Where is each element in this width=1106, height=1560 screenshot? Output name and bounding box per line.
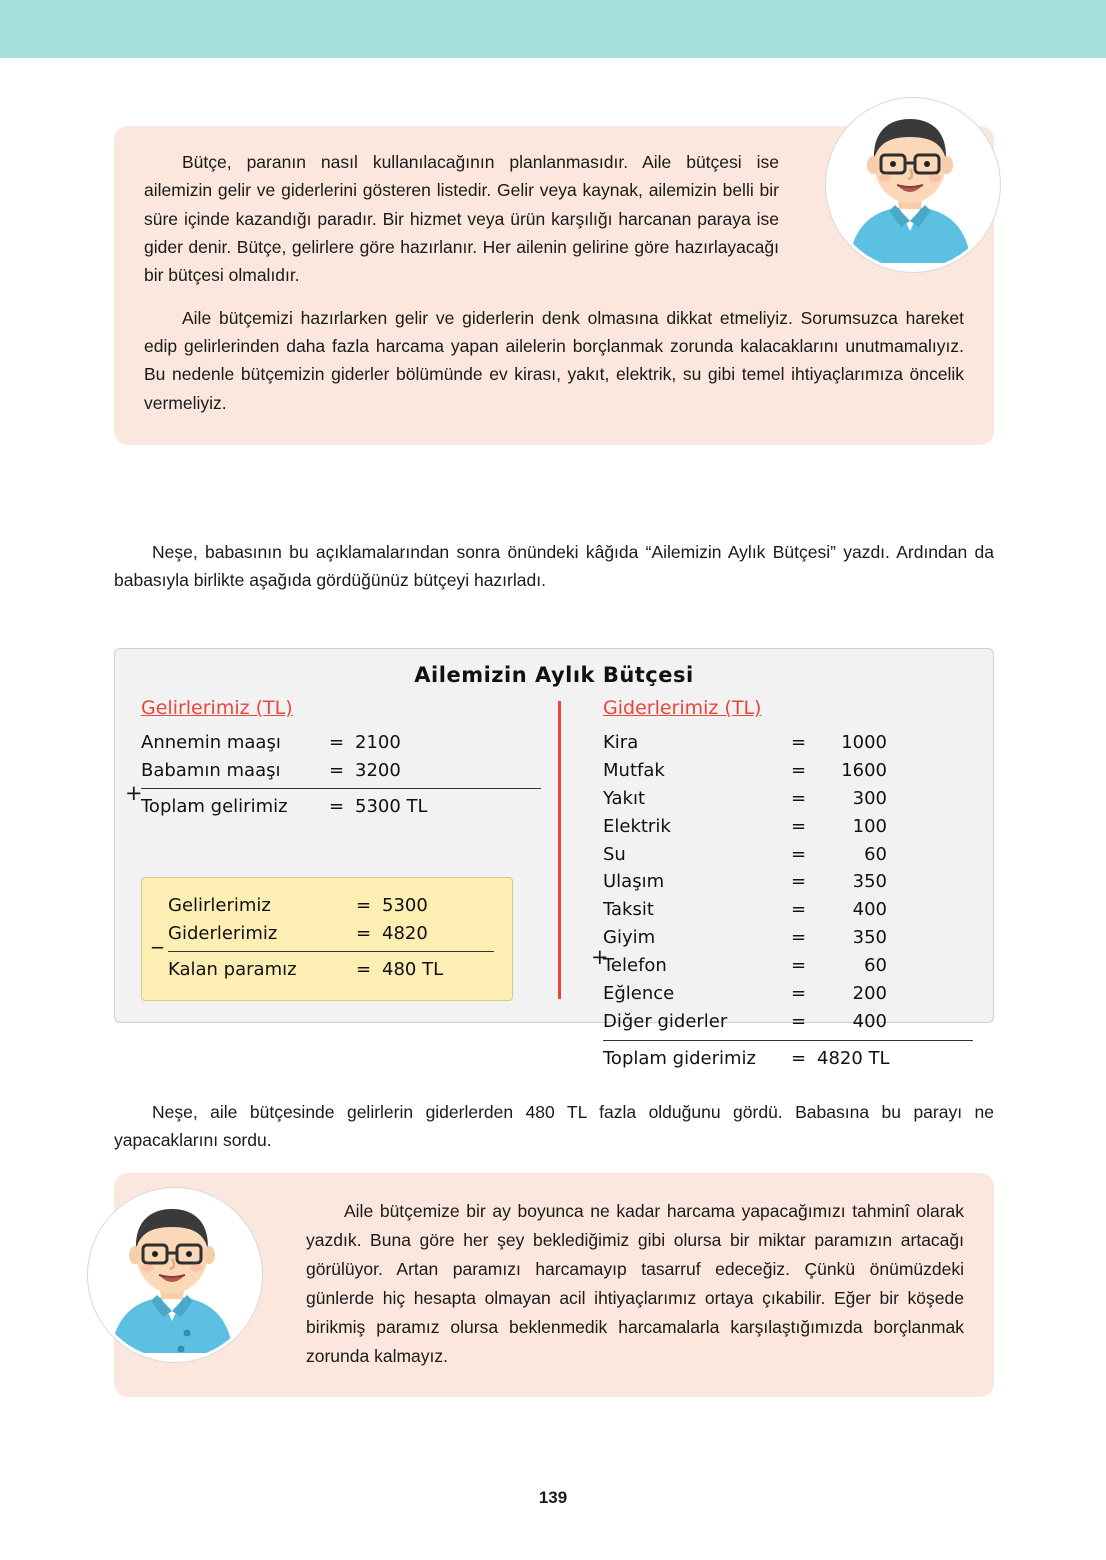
expense-row-value: 200	[852, 983, 887, 1005]
income-row-value: 3200	[355, 759, 401, 781]
intro-paragraph-2: Aile bütçemizi hazırlarken gelir ve giderlerin denk olmasına dikkat etmeliyiz. Sorumsuzca hareket edip gelirlerinden daha fazla harcama yapan ailelerin borçlanmak zorunda kalacaklarını unutmamalıyız. Bu nedenle bütçemizin giderler bölümünde ev kirası, yakıt, elektrik, su gibi temel ihtiyaçlarımıza öncelik vermeliyiz.	[144, 307, 964, 413]
summary-row-eq: =	[356, 895, 372, 916]
expense-row-label: Taksit	[603, 899, 654, 921]
expense-row-label: Elektrik	[603, 815, 671, 837]
income-row	[141, 757, 541, 785]
summary-row-value: 4820	[382, 922, 428, 944]
expense-row	[603, 980, 973, 1008]
paragraph-after-table: Neşe, aile bütçesinde gelirlerin giderlerden 480 TL fazla olduğunu gördü. Babasına bu parayı ne yapacaklarını sordu.	[114, 1102, 994, 1151]
expense-row-eq: =	[791, 759, 807, 781]
top-decorative-band	[0, 0, 1106, 58]
expense-row	[603, 841, 973, 869]
income-row-eq: =	[329, 759, 345, 781]
expense-row-eq: =	[791, 843, 807, 865]
expenses-heading: Giderlerimiz (TL)	[603, 697, 762, 719]
expense-row	[603, 924, 973, 952]
summary-total-value: 480 TL	[382, 958, 444, 980]
father-avatar-top	[826, 98, 1000, 272]
summary-total-eq: =	[356, 958, 372, 980]
expense-row-label: Telefon	[603, 955, 667, 977]
expense-row-label: Yakıt	[603, 787, 646, 809]
budget-title: Ailemizin Aylık Bütçesi	[414, 663, 694, 687]
expense-row	[603, 785, 973, 813]
paragraph-before-table: Neşe, babasının bu açıklamalarından sonra önündeki kâğıda “Ailemizin Aylık Bütçesi” yazdı. Ardından da babasıyla birlikte aşağıda gördüğünüz bütçeyi hazırladı.	[114, 542, 994, 591]
expense-row	[603, 868, 973, 896]
expense-row-value: 100	[852, 815, 887, 837]
summary-minus-sign: _	[152, 924, 163, 949]
income-column	[125, 697, 541, 821]
expense-row	[603, 952, 973, 980]
expense-row-value: 1000	[841, 732, 887, 753]
summary-row-label: Gelirlerimiz	[168, 895, 271, 916]
expense-row-value: 300	[852, 787, 887, 809]
income-sum-rule	[141, 788, 541, 789]
expense-row-label: Mutfak	[603, 759, 665, 781]
expense-row-value: 60	[864, 843, 887, 865]
bottom-paragraph: Aile bütçemize bir ay boyunca ne kadar harcama yapacağımızı tahminî olarak yazdık. Buna göre her şey beklediğimiz gibi olursa bir miktar paramızın artacağı görülüyor. Artan paramızı harcamayıp tasarruf edeceğiz. Çünkü önümüzdeki günlerde hiç hesapta olmayan acil ihtiyaçlarımız ortaya çıkabilir. Eğer bir köşede birikmiş paramız olursa beklenmedik harcamalarla karşılaştığımızda borçlanmak zorunda kalmayız.	[306, 1201, 964, 1367]
summary-total-row	[168, 956, 494, 984]
father-illustration-icon	[91, 1191, 253, 1353]
balance-summary-box	[141, 877, 513, 1001]
income-row-label: Babamın maaşı	[141, 759, 281, 781]
expense-row-value: 350	[852, 927, 887, 949]
expense-row-label: Eğlence	[603, 983, 675, 1005]
expense-row-eq: =	[791, 955, 807, 977]
expense-row-eq: =	[791, 815, 807, 837]
expense-row	[603, 729, 973, 757]
expense-row-label: Ulaşım	[603, 871, 665, 893]
expense-row	[603, 757, 973, 785]
income-row-value: 2100	[355, 732, 401, 753]
expense-row-eq: =	[791, 983, 807, 1005]
expenses-total-label: Toplam giderimiz	[603, 1047, 756, 1069]
summary-row-eq: =	[356, 922, 372, 944]
summary-row	[168, 892, 494, 920]
expense-row	[603, 896, 973, 924]
income-total-label: Toplam gelirimiz	[141, 795, 288, 817]
page-number: 139	[538, 1488, 568, 1507]
expense-row-value: 1600	[841, 759, 887, 781]
expense-row-eq: =	[791, 1010, 807, 1032]
budget-table	[114, 648, 994, 1069]
expense-row-eq: =	[791, 787, 807, 809]
expenses-plus-sign: +	[591, 945, 609, 969]
income-row	[141, 729, 541, 757]
income-rows	[125, 729, 541, 821]
expense-row-label: Diğer giderler	[603, 1010, 728, 1032]
expense-row-label: Giyim	[603, 927, 656, 949]
expense-row-label: Su	[603, 843, 626, 865]
expense-row-value: 60	[864, 955, 887, 977]
expenses-total-row	[603, 1045, 973, 1073]
expense-row-eq: =	[791, 871, 807, 893]
expenses-total-eq: =	[791, 1047, 807, 1069]
income-row-eq: =	[329, 732, 345, 753]
expense-row-eq: =	[791, 899, 807, 921]
expense-row-eq: =	[791, 927, 807, 949]
income-heading: Gelirlerimiz (TL)	[141, 697, 293, 719]
expenses-sum-rule	[603, 1040, 973, 1041]
expenses-total-value: 4820 TL	[817, 1047, 890, 1069]
expenses-column	[603, 697, 973, 1073]
summary-row	[168, 920, 494, 948]
expense-row	[603, 1008, 973, 1036]
summary-row-value: 5300	[382, 895, 428, 916]
father-illustration-icon	[829, 101, 991, 263]
expense-row-value: 400	[852, 899, 887, 921]
budget-column-divider	[558, 701, 561, 999]
expense-row-eq: =	[791, 732, 807, 753]
income-plus-sign: +	[125, 781, 143, 805]
intro-paragraph-1: Bütçe, paranın nasıl kullanılacağının planlanmasıdır. Aile bütçesi ise ailemizin gelir ve giderlerini gösteren listedir. Gelir veya kaynak, ailemizin belli bir süre içinde kazandığı paradır. Bir hizmet veya ürün karşılığı harcanan paraya ise gider denir. Bütçe, gelirlere göre hazırlanır. Her ailenin gelirine göre hazırlayacağı bir bütçesi olmalıdır.	[144, 152, 779, 286]
income-total-eq: =	[329, 795, 345, 817]
summary-row-label: Giderlerimiz	[168, 922, 278, 944]
expense-row	[603, 813, 973, 841]
income-total-value: 5300 TL	[355, 795, 428, 817]
income-row-label: Annemin maaşı	[141, 732, 281, 753]
expense-row-label: Kira	[603, 732, 639, 753]
expense-row-value: 400	[852, 1010, 887, 1032]
expense-row-value: 350	[852, 871, 887, 893]
summary-rule	[168, 951, 494, 952]
summary-total-label: Kalan paramız	[168, 958, 297, 980]
income-total-row	[141, 793, 541, 821]
father-avatar-bottom	[88, 1188, 262, 1362]
